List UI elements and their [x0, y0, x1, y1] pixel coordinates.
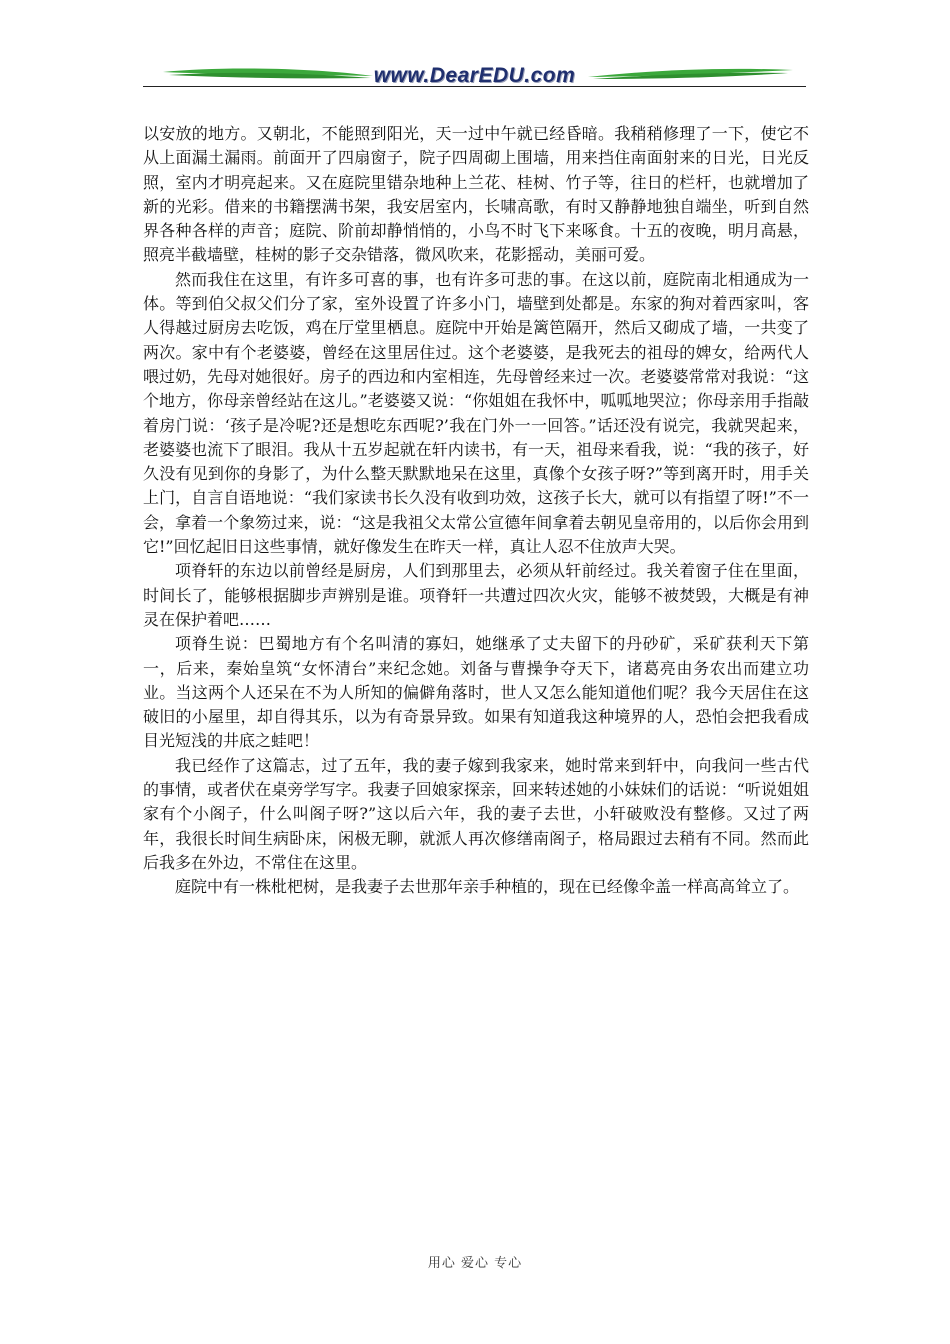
header-divider — [143, 86, 806, 87]
paragraph-6: 庭院中有一株枇杷树，是我妻子去世那年亲手种植的，现在已经像伞盖一样高高耸立了。 — [175, 877, 800, 897]
paragraph-5: 我已经作了这篇志，过了五年，我的妻子嫁到我家来，她时常来到轩中，向我问一些古代的事情，或者伏在桌旁学写字。我妻子回娘家探亲，回来转述她的小妹妹们的话说：“听说姐姐家有个小阁子，什么叫阁子呀?”这以后六年，我的妻子去世，小轩破败没有整修。又过了两年，我很长时间生病卧床，闲极无聊，就派人再次修缮南阁子，格局跟过去稍有不同。然而此后我多在外边，不常住在这里。 — [143, 755, 809, 872]
site-header — [143, 62, 806, 92]
paragraph-1: 以安放的地方。又朝北，不能照到阳光，天一过中午就已经昏暗。我稍稍修理了一下，使它不从上面漏土漏雨。前面开了四扇窗子，院子四周砌上围墙，用来挡住南面射来的日光，日光反照，室内才明亮起来。又在庭院里错杂地种上兰花、桂树、竹子等，往日的栏杆，也就增加了新的光彩。借来的书籍摆满书架，我安居室内，长啸高歌，有时又静静地独自端坐，听到自然界各种各样的声音；庭院、阶前却静悄悄的，小鸟不时飞下来啄食。十五的夜晚，明月高悬，照亮半截墙壁，桂树的影子交杂错落，微风吹来，花影摇动，美丽可爱。 — [143, 124, 809, 265]
footer-motto: 用心 爱心 专心 — [427, 1256, 523, 1271]
paragraph-2: 然而我住在这里，有许多可喜的事，也有许多可悲的事。在这以前，庭院南北相通成为一体。等到伯父叔父们分了家，室外设置了许多小门，墙壁到处都是。东家的狗对着西家叫，客人得越过厨房去吃饭，鸡在厅堂里栖息。庭院中开始是篱笆隔开，然后又砌成了墙，一共变了两次。家中有个老婆婆，曾经在这里居住过。这个老婆婆，是我死去的祖母的婢女，给两代人喂过奶，先母对她很好。房子的西边和内室相连，先母曾经来过一次。老婆婆常常对我说：“这个地方，你母亲曾经站在这儿。”老婆婆又说：“你姐姐在我怀中，呱呱地哭泣；你母亲用手指敲着房门说：‘孩子是冷呢?还是想吃东西呢?’我在门外一一回答。”话还没有说完，我就哭起来，老婆婆也流下了眼泪。我从十五岁起就在轩内读书，有一天，祖母来看我，说：“我的孩子，好久没有见到你的身影了，为什么整天默默地呆在这里，真像个女孩子呀?”等到离开时，用手关上门，自言自语地说：“我们家读书长久没有收到功效，这孩子长大，就可以有指望了呀!”不一会，拿着一个象笏过来，说：“这是我祖父太常公宣德年间拿着去朝见皇帝用的，以后你会用到它!”回忆起旧日这些事情，就好像发生在昨天一样，真让人忍不住放声大哭。 — [143, 269, 809, 557]
paragraph-3: 项脊轩的东边以前曾经是厨房，人们到那里去，必须从轩前经过。我关着窗子住在里面，时间长了，能够根据脚步声辨别是谁。项脊轩一共遭过四次火灾，能够不被焚毁，大概是有神灵在保护着吧…… — [143, 561, 809, 629]
article-body — [143, 122, 809, 900]
paragraph-4: 项脊生说：巴蜀地方有个名叫清的寡妇，她继承了丈夫留下的丹砂矿，采矿获利天下第一，后来，秦始皇筑“女怀清台”来纪念她。刘备与曹操争夺天下，诸葛亮由务农出而建立功业。当这两个人还呆在不为人所知的偏僻角落时，世人又怎么能知道他们呢？我今天居住在这破旧的小屋里，却自得其乐，以为有奇景异致。如果有知道我这种境界的人，恐怕会把我看成目光短浅的井底之蛙吧！ — [143, 634, 809, 751]
site-url[interactable]: www.DearEDU.com — [373, 64, 576, 87]
